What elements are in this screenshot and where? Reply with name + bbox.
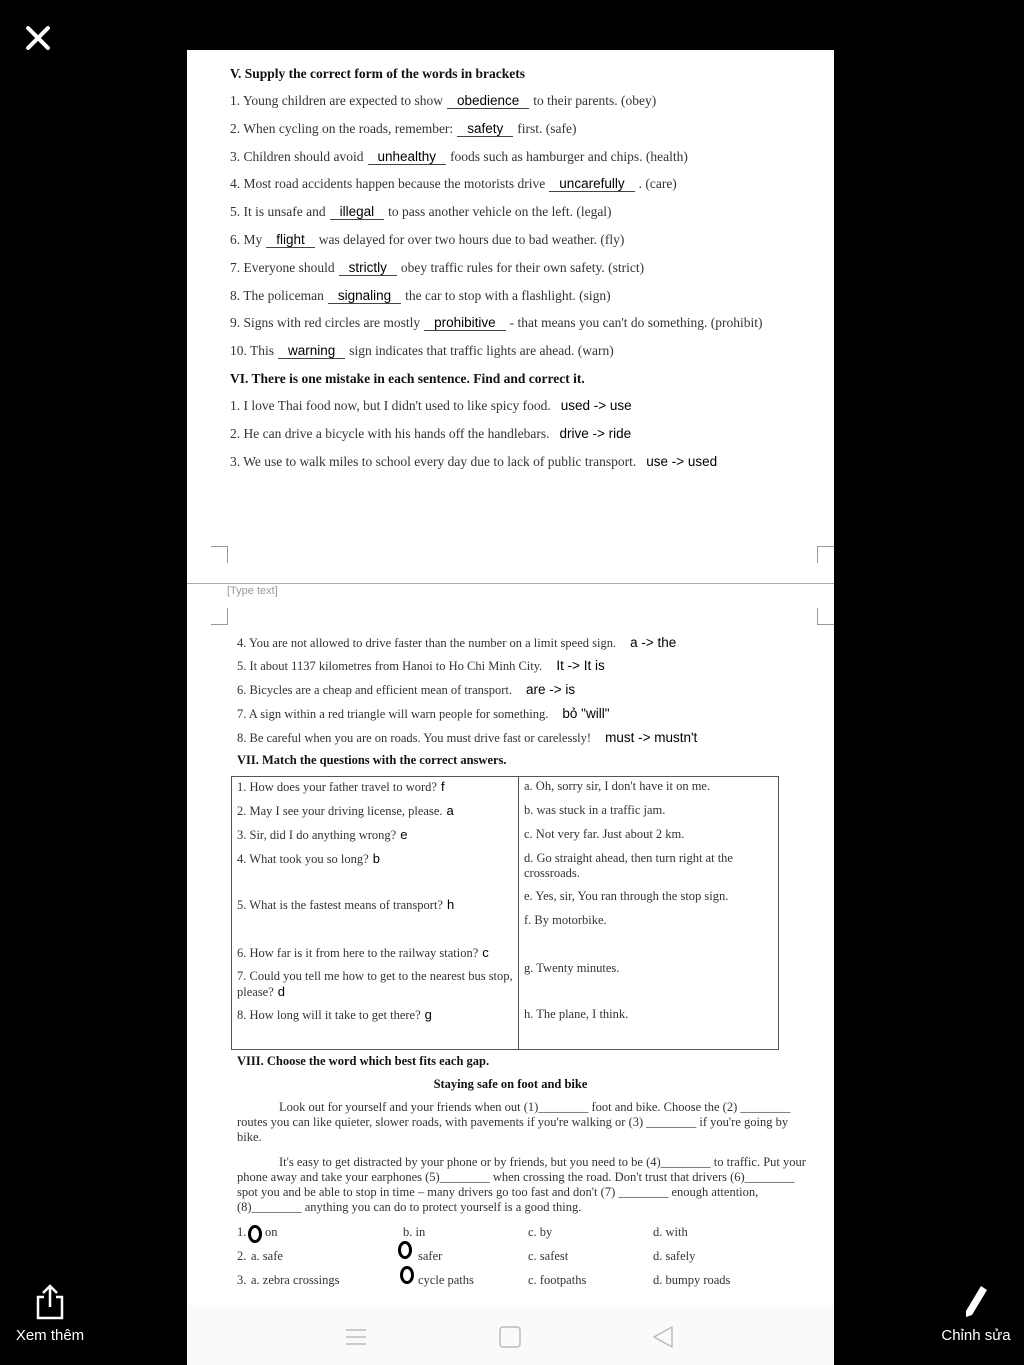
matching-table	[231, 776, 779, 1050]
option-a[interactable]: a. zebra crossings	[251, 1273, 340, 1287]
answer-option: g. Twenty minutes.	[524, 961, 620, 975]
pencil-icon	[961, 1283, 991, 1321]
option-d[interactable]: d. bumpy roads	[653, 1273, 731, 1287]
section-vii-heading: VII. Match the questions with the correct answers.	[237, 753, 507, 767]
question-item: 2. May I see your driving license, please. a	[237, 803, 454, 818]
passage-paragraph: Look out for yourself and your friends when out (1)________ foot and bike. Choose the (2) ________ routes you can like quieter, slower roads, with pavements if you're walking or (3) ________ if you're going by bike.	[237, 1100, 791, 1144]
correction-item: 1. I love Thai food now, but I didn't used to like spicy food. used -> use	[230, 398, 632, 413]
more-label: Xem thêm	[15, 1327, 85, 1344]
answer-option: e. Yes, sir, You ran through the stop sign.	[524, 889, 729, 903]
margin-corner	[211, 608, 228, 625]
option-b[interactable]: cycle paths	[418, 1273, 474, 1287]
menu-icon[interactable]	[344, 1325, 368, 1349]
filled-answer: obedience	[447, 93, 529, 109]
exercise-item: 6. My flight was delayed for over two hours due to bad weather. (fly)	[230, 232, 625, 247]
filled-answer: strictly	[339, 260, 397, 276]
option-number: 2.	[237, 1249, 247, 1263]
section-vi-heading: VI. There is one mistake in each sentence. Find and correct it.	[230, 371, 585, 386]
exercise-item: 5. It is unsafe and illegal to pass another vehicle on the left. (legal)	[230, 204, 612, 220]
answer-option: h. The plane, I think.	[524, 1007, 629, 1021]
option-a[interactable]: a. safe	[251, 1249, 283, 1263]
correction-answer: are -> is	[526, 682, 576, 697]
exercise-item: 8. The policeman signaling the car to stop with a flashlight. (sign)	[230, 287, 611, 303]
option-number: 1.	[237, 1225, 247, 1239]
option-c[interactable]: c. footpaths	[528, 1273, 587, 1287]
passage-title: Staying safe on foot and bike	[433, 1077, 588, 1091]
exercise-item: 9. Signs with red circles are mostly prohibitive - that means you can't do something. (prohibit)	[230, 315, 763, 331]
answer-circle-mark	[248, 1225, 262, 1243]
correction-item: 7. A sign within a red triangle will warn people for something. bỏ "will"	[237, 706, 610, 721]
option-c[interactable]: c. by	[528, 1225, 553, 1239]
edit-button[interactable]	[934, 1283, 1018, 1344]
question-item: 7. Could you tell me how to get to the nearest bus stop, please? d	[237, 969, 513, 999]
answer-circle-mark	[400, 1266, 414, 1284]
question-item: 5. What is the fastest means of transport? h	[237, 897, 455, 912]
correction-item: 4. You are not allowed to drive faster than the number on a limit speed sign. a -> the	[237, 635, 677, 650]
option-c[interactable]: c. safest	[528, 1249, 569, 1263]
correction-answer: use -> used	[646, 454, 718, 469]
questions-column	[232, 777, 519, 1050]
more-button[interactable]	[10, 1283, 90, 1344]
filled-answer: warning	[278, 343, 345, 359]
android-nav-bar	[187, 1305, 834, 1365]
passage-paragraph: It's easy to get distracted by your phone or by friends, but you need to be (4)________ to traffic. Put your phone away and take your earphones (5)________ when crossing the road. Don't trust that drivers (6)________ spot you and be able to stop in time – many drivers go too fast and don't (7) ________ enough attention, (8)________ anything you can do to protect yourself is a good thing.	[237, 1155, 806, 1214]
correction-answer: used -> use	[560, 398, 632, 413]
question-item: 4. What took you so long? b	[237, 851, 380, 866]
filled-answer: unhealthy	[368, 149, 447, 165]
option-d[interactable]: d. safely	[653, 1249, 696, 1263]
filled-answer: signaling	[328, 288, 401, 304]
filled-answer: safety	[457, 121, 513, 137]
correction-answer: a -> the	[630, 635, 677, 650]
question-item: 3. Sir, did I do anything wrong? e	[237, 827, 408, 842]
exercise-item: 7. Everyone should strictly obey traffic rules for their own safety. (strict)	[230, 259, 645, 275]
section-v-heading: V. Supply the correct form of the words in brackets	[230, 66, 525, 81]
share-icon	[33, 1283, 67, 1321]
exercise-item: 2. When cycling on the roads, remember: safety first. (safe)	[230, 120, 577, 136]
filled-answer: flight	[266, 232, 315, 248]
filled-answer: uncarefully	[549, 176, 634, 192]
answer-option: a. Oh, sorry sir, I don't have it on me.	[524, 779, 711, 793]
document-page	[187, 50, 834, 1365]
answer-option: d. Go straight ahead, then turn right at the crossroads.	[524, 851, 733, 880]
option-b[interactable]: b. in	[403, 1225, 426, 1239]
correction-item: 3. We use to walk miles to school every day due to lack of public transport. use -> used	[230, 454, 718, 469]
header-placeholder: [Type text]	[227, 585, 278, 597]
option-b[interactable]: safer	[418, 1249, 443, 1263]
correction-answer: It -> It is	[556, 658, 605, 673]
option-a[interactable]: on	[265, 1225, 278, 1239]
filled-answer: prohibitive	[424, 315, 506, 331]
margin-corner	[211, 546, 228, 563]
question-item: 6. How far is it from here to the railway station? c	[237, 945, 489, 960]
option-d[interactable]: d. with	[653, 1225, 688, 1239]
correction-item: 5. It about 1137 kilometres from Hanoi to Ho Chi Minh City. It -> It is	[237, 658, 605, 673]
answer-option: c. Not very far. Just about 2 km.	[524, 827, 685, 841]
answer-option: b. was stuck in a traffic jam.	[524, 803, 666, 817]
correction-answer: drive -> ride	[559, 426, 632, 441]
correction-answer: must -> mustn't	[605, 730, 698, 745]
back-icon[interactable]	[651, 1325, 675, 1349]
correction-answer: bỏ "will"	[562, 706, 610, 721]
exercise-item: 1. Young children are expected to show obedience to their parents. (obey)	[230, 93, 657, 108]
edit-label: Chỉnh sửa	[941, 1327, 1011, 1344]
option-number: 3.	[237, 1273, 247, 1287]
correction-item: 6. Bicycles are a cheap and efficient mean of transport. are -> is	[237, 682, 576, 697]
answer-circle-mark	[398, 1241, 412, 1259]
section-viii-heading: VIII. Choose the word which best fits each gap.	[237, 1054, 490, 1068]
margin-corner	[817, 608, 834, 625]
margin-corner	[817, 546, 834, 563]
close-icon[interactable]	[20, 20, 56, 56]
answers-column	[519, 777, 779, 1050]
correction-item: 2. He can drive a bicycle with his hands off the handlebars. drive -> ride	[230, 426, 632, 441]
page-break	[187, 583, 834, 584]
question-item: 1. How does your father travel to word? f	[237, 779, 445, 794]
filled-answer: illegal	[330, 204, 385, 220]
correction-item: 8. Be careful when you are on roads. You must drive fast or carelessly! must -> mustn't	[237, 730, 698, 745]
answer-option: f. By motorbike.	[524, 913, 607, 927]
home-icon[interactable]	[498, 1325, 522, 1349]
exercise-item: 4. Most road accidents happen because the motorists drive uncarefully . (care)	[230, 176, 677, 192]
exercise-item: 3. Children should avoid unhealthy foods such as hamburger and chips. (health)	[230, 148, 688, 164]
question-item: 8. How long will it take to get there? g	[237, 1007, 432, 1022]
exercise-item: 10. This warning sign indicates that traffic lights are ahead. (warn)	[230, 343, 614, 359]
